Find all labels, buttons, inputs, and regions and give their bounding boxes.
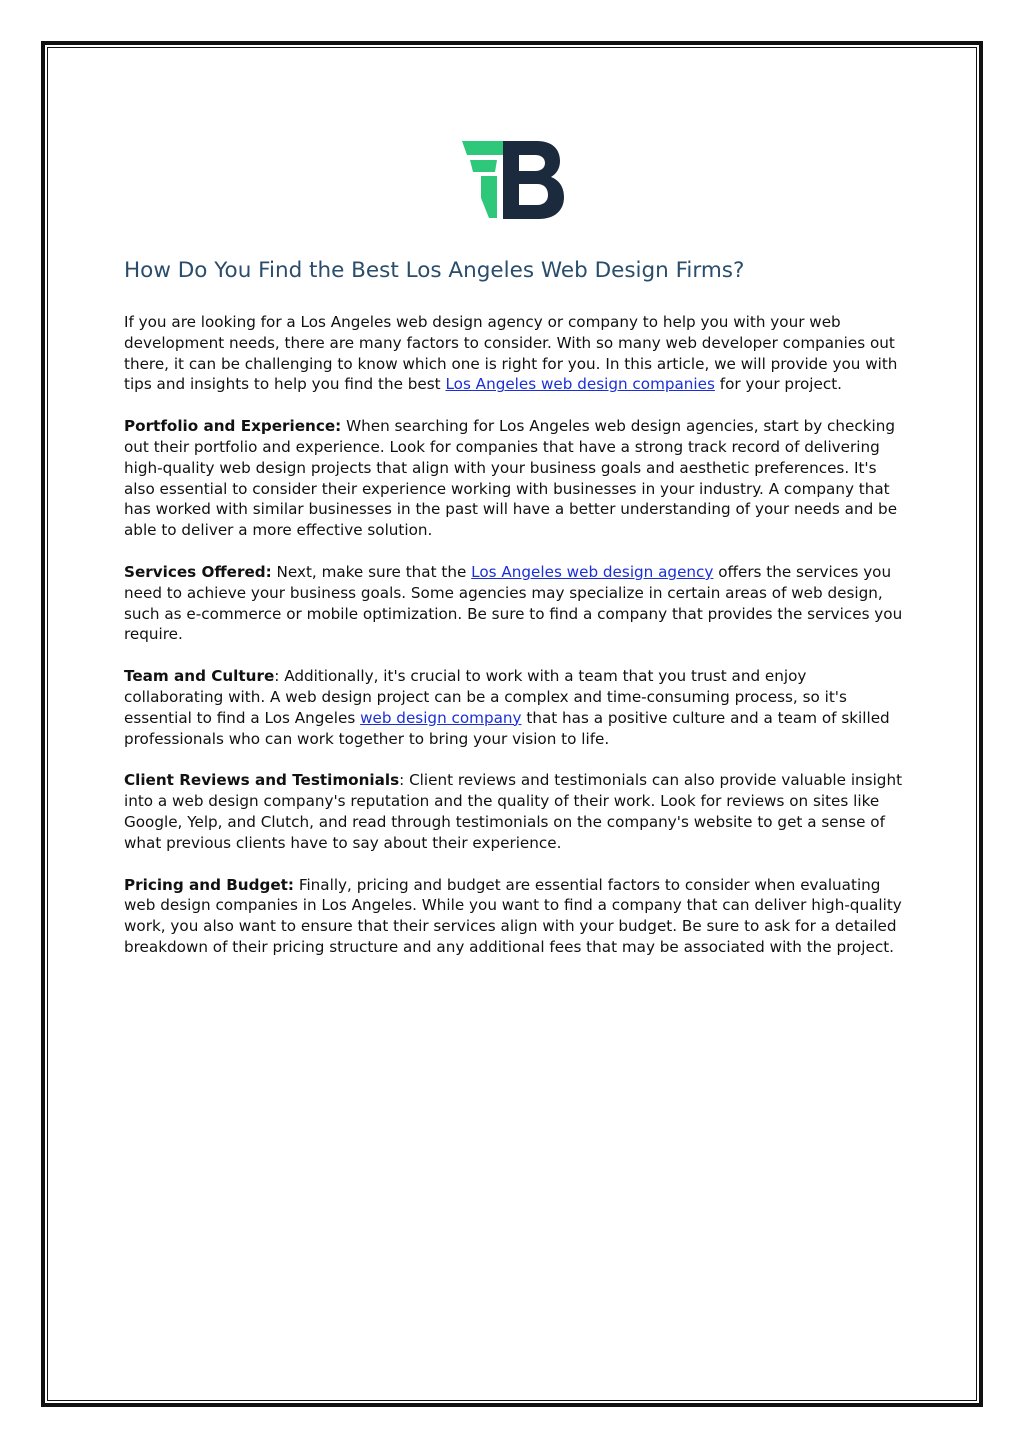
pricing-heading: Pricing and Budget: (124, 875, 294, 894)
tb-monogram-logo-icon (459, 138, 565, 222)
team-heading: Team and Culture (124, 667, 275, 686)
services-paragraph (124, 562, 904, 645)
portfolio-heading: Portfolio and Experience: (124, 417, 342, 436)
team-before-text: : Additionally, it's crucial to work with a team that you trust and enjoy collaborating with. A web design project can be a complex and time-consuming process, so it's essential to find a Los Angeles (124, 667, 847, 727)
team-paragraph (124, 666, 904, 749)
intro-after-text: for your project. (714, 375, 842, 394)
team-after-text: that has a positive culture and a team of skilled professionals who can work together to bring your vision to life. (124, 708, 890, 748)
services-after-text: offers the services you need to achieve your business goals. Some agencies may specialize in certain areas of web design, such as e-commerce or mobile optimization. Be sure to find a company that provides the services you require. (124, 562, 903, 644)
intro-text: If you are looking for a Los Angeles web design agency or company to help you with your web development needs, there are many factors to consider. With so many web developer companies out there, it can be challenging to know which one is right for you. In this article, we will provide you with tips and insights to help you find the best (124, 313, 898, 394)
logo-navy-b (503, 141, 564, 219)
logo-green-mid-bar (470, 160, 497, 172)
intro-paragraph (124, 312, 904, 395)
web-design-company-link[interactable]: web design company (360, 708, 522, 727)
reviews-paragraph (124, 770, 904, 853)
reviews-heading: Client Reviews and Testimonials (124, 771, 400, 790)
portfolio-text: When searching for Los Angeles web design agencies, start by checking out their portfolio and experience. Look for companies that have a strong track record of delivering high-quality web design projects that align with your business goals and aesthetic preferences. It's also essential to consider their experience working with businesses in your industry. A company that has worked with similar businesses in the past will have a better understanding of your needs and be able to deliver a more effective solution. (124, 417, 898, 540)
los-angeles-web-design-agency-link[interactable]: Los Angeles web design agency (471, 562, 714, 581)
portfolio-paragraph (124, 416, 904, 541)
logo-green-top-bar (462, 141, 509, 155)
reviews-text: : Client reviews and testimonials can also provide valuable insight into a web design company's reputation and the quality of their work. Look for reviews on sites like Google, Yelp, and Clutch, and read through testimonials on the company's website to get a sense of what previous clients have to say about their experience. (124, 771, 903, 852)
services-heading: Services Offered: (124, 562, 272, 581)
article-title: How Do You Find the Best Los Angeles Web Design Firms? (124, 258, 745, 283)
pricing-text: Finally, pricing and budget are essential factors to consider when evaluating web design companies in Los Angeles. While you want to find a company that can deliver high-quality work, you also want to ensure that their services align with your budget. Be sure to ask for a detailed breakdown of their pricing structure and any additional fees that may be associated with the project. (124, 875, 902, 956)
logo-green-stem (481, 176, 497, 218)
services-before-text: Next, make sure that the (271, 562, 472, 581)
pricing-paragraph (124, 875, 904, 958)
article-body (124, 312, 904, 979)
los-angeles-web-design-companies-link[interactable]: Los Angeles web design companies (445, 375, 715, 394)
